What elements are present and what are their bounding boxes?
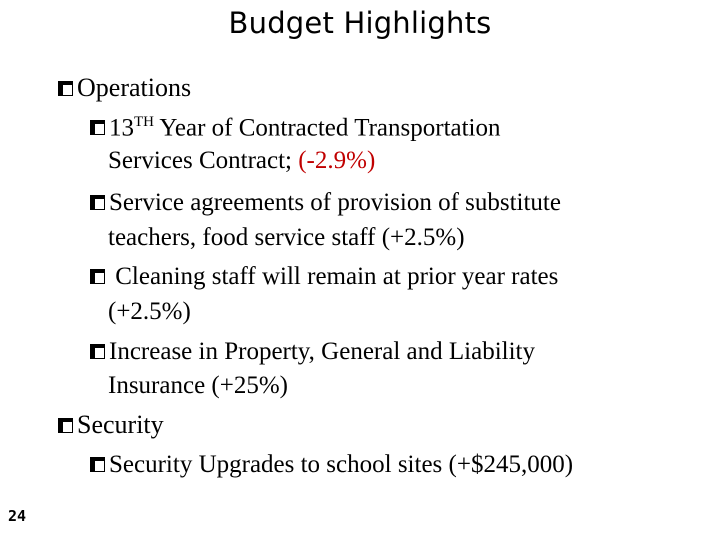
checkbox-bullet-icon bbox=[90, 269, 105, 284]
sub-bullet-cleaning-staff bbox=[90, 263, 558, 291]
sub-bullet-service-agreements bbox=[90, 189, 561, 217]
bullet-label: Operations bbox=[77, 73, 192, 102]
checkbox-bullet-icon bbox=[90, 195, 105, 210]
checkbox-bullet-icon bbox=[90, 457, 105, 472]
sub-bullet-continuation: Insurance (+25%) bbox=[108, 372, 288, 399]
sub-bullet-text: Service agreements of provision of substitute bbox=[109, 189, 561, 216]
checkbox-bullet-icon bbox=[58, 81, 73, 96]
sub-bullet-text: Year of Contracted Transportation bbox=[154, 114, 501, 142]
slide-title: Budget Highlights bbox=[228, 6, 492, 40]
superscript: TH bbox=[134, 114, 154, 130]
bullet-label: Security bbox=[77, 410, 164, 439]
sub-bullet-text: 13 bbox=[109, 114, 134, 142]
sub-bullet-continuation: (+2.5%) bbox=[108, 298, 191, 325]
checkbox-bullet-icon bbox=[58, 418, 73, 433]
checkbox-bullet-icon bbox=[90, 120, 105, 135]
sub-bullet-text: Cleaning staff will remain at prior year rates bbox=[109, 263, 559, 290]
sub-bullet-text: Increase in Property, General and Liability bbox=[109, 338, 535, 365]
checkbox-bullet-icon bbox=[90, 344, 105, 359]
sub-bullet-insurance bbox=[90, 338, 535, 366]
percent-change-negative: (-2.9%) bbox=[298, 147, 376, 174]
sub-bullet-continuation: teachers, food service staff (+2.5%) bbox=[108, 224, 465, 251]
sub-bullet-continuation bbox=[108, 147, 375, 175]
continuation-text: Services Contract; bbox=[108, 147, 299, 174]
sub-bullet-text: Security Upgrades to school sites (+$245,000) bbox=[109, 451, 574, 478]
bullet-operations bbox=[58, 73, 191, 103]
page-number: 24 bbox=[8, 507, 27, 525]
bullet-security bbox=[58, 410, 164, 440]
sub-bullet-transportation bbox=[90, 114, 501, 142]
sub-bullet-security-upgrades bbox=[90, 451, 573, 479]
